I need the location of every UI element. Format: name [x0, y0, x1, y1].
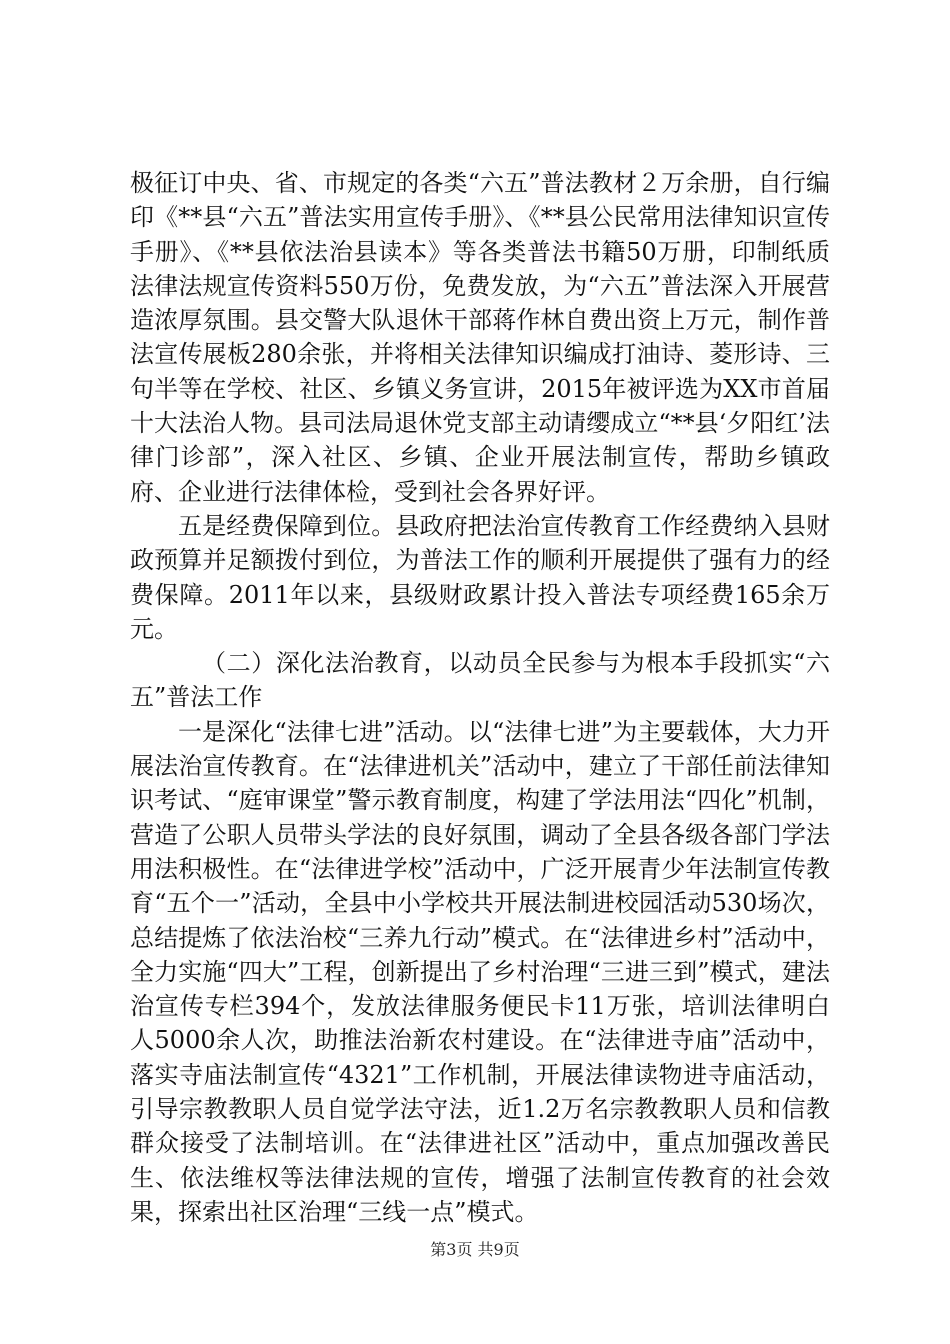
paragraph-law-seven-entries: 一是深化“法律七进”活动。以“法律七进”为主要载体，大力开展法治宣传教育。在“法律进机关”活动中，建立了干部任前法律知识考试、“庭审课堂”警示教育制度，构建了学法用法“四化”机制，营造了公职人员带头学法的良好氛围，调动了全县各级各部门学法用法积极性。在“法律进学校”活动中，广泛开展青少年法制宣传教育“五个一”活动，全县中小学校共开展法制进校园活动530场次，总结提炼了依法治校“三养九行动”模式。在“法律进乡村”活动中，全力实施“四大”工程，创新提出了乡村治理“三进三到”模式，建法治宣传专栏394个，发放法律服务便民卡11万张，培训法律明白人5000余人次，助推法治新农村建设。在“法律进寺庙”活动中，落实寺庙法制宣传“4321”工作机制，开展法律读物进寺庙活动，引导宗教教职人员自觉学法守法，近1.2万名宗教教职人员和信教群众接受了法制培训。在“法律进社区”活动中，重点加强改善民生、依法维权等法律法规的宣传，增强了法制宣传教育的社会效果，探索出社区治理“三线一点”模式。	[130, 717, 830, 1226]
page-footer: 第3页 共9页	[430, 1240, 520, 1259]
paragraph-continuation: 极征订中央、省、市规定的各类“六五”普法教材２万余册，自行编印《**县“六五”普法实用宣传手册》、《**县公民常用法律知识宣传手册》、《**县依法治县读本》等各类普法书籍50万册，印制纸质法律法规宣传资料550万份，免费发放，为“六五”普法深入开展营造浓厚氛围。县交警大队退休干部蒋作林自费出资上万元，制作普法宣传展板280余张，并将相关法律知识编成打油诗、菱形诗、三句半等在学校、社区、乡镇义务宣讲，2015年被评选为XX市首届十大法治人物。县司法局退休党支部主动请缨成立“**县‘夕阳红’法律门诊部”，深入社区、乡镇、企业开展法制宣传，帮助乡镇政府、企业进行法律体检，受到社会各界好评。	[130, 169, 830, 506]
section-heading: （二）深化法治教育，以动员全民参与为根本手段抓实“六五”普法工作	[130, 649, 830, 712]
paragraph-funding-guarantee: 五是经费保障到位。县政府把法治宣传教育工作经费纳入县财政预算并足额拨付到位，为普法工作的顺利开展提供了强有力的经费保障。2011年以来，县级财政累计投入普法专项经费165余万元。	[130, 511, 830, 643]
document-body	[130, 166, 830, 1229]
